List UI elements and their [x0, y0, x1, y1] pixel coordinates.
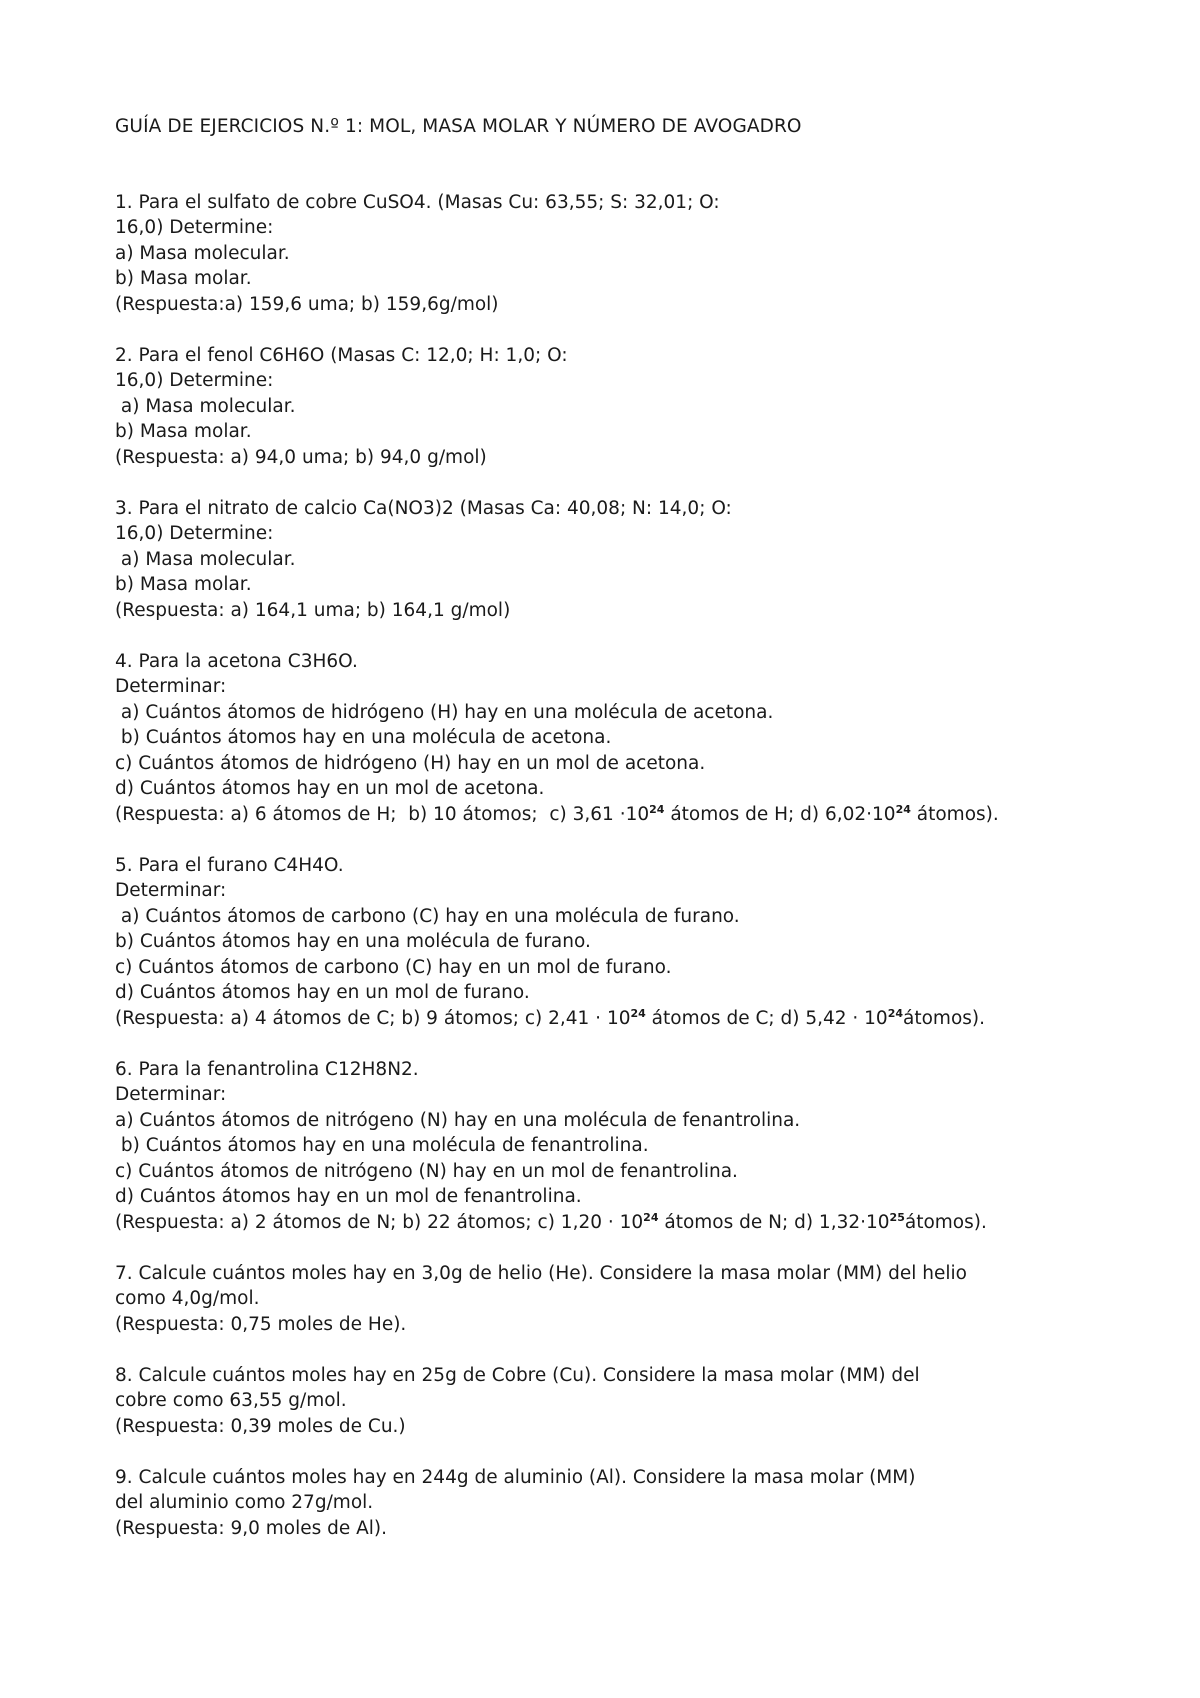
exercise-answer: (Respuesta:a) 159,6 uma; b) 159,6g/mol): [115, 293, 499, 315]
exercise-8: [115, 1363, 1135, 1440]
exponent: 24: [643, 1210, 659, 1224]
exercise-4: [115, 649, 1135, 828]
exercise-line: b) Cuántos átomos hay en una molécula de acetona.: [115, 727, 612, 748]
exercise-answer: (Respuesta: a) 94,0 uma; b) 94,0 g/mol): [115, 446, 487, 468]
exercise-line: a) Cuántos átomos de carbono (C) hay en una molécula de furano.: [115, 905, 740, 927]
exercise-line: 7. Calcule cuántos moles hay en 3,0g de helio (He). Considere la masa molar (MM) del helio: [115, 1262, 967, 1284]
exercise-answer: (Respuesta: 9,0 moles de Al).: [115, 1517, 388, 1539]
exponent: 25: [889, 1210, 905, 1224]
exercise-line: a) Masa molecular.: [115, 395, 296, 417]
exercise-line: 1. Para el sulfato de cobre CuSO4. (Masas Cu: 63,55; S: 32,01; O:: [115, 191, 720, 213]
exercise-1: [115, 190, 1135, 318]
exercise-line: 8. Calcule cuántos moles hay en 25g de Cobre (Cu). Considere la masa molar (MM) del: [115, 1364, 920, 1386]
exercise-line: a) Cuántos átomos de hidrógeno (H) hay en una molécula de acetona.: [115, 701, 774, 723]
exercise-line: 9. Calcule cuántos moles hay en 244g de aluminio (Al). Considere la masa molar (MM): [115, 1466, 916, 1488]
answer-text: (Respuesta: a) 2 átomos de N; b) 22 átomos; c) 1,20 · 10: [115, 1211, 644, 1233]
exercise-line: cobre como 63,55 g/mol.: [115, 1390, 347, 1411]
exponent: 24: [887, 1006, 904, 1020]
exercise-line: Determinar:: [115, 676, 227, 697]
exercise-line: a) Cuántos átomos de nitrógeno (N) hay en una molécula de fenantrolina.: [115, 1109, 801, 1131]
answer-text: (Respuesta: a) 4 átomos de C; b) 9 átomos; c) 2,41 · 10: [115, 1007, 631, 1029]
exercise-line: b) Masa molar.: [115, 421, 252, 442]
exponent: 24: [630, 1006, 646, 1020]
exercise-answer: (Respuesta: 0,39 moles de Cu.): [115, 1415, 406, 1437]
exercise-line: como 4,0g/mol.: [115, 1288, 260, 1309]
answer-text: átomos de C; d) 5,42 · 10: [645, 1007, 888, 1029]
exponent: 24: [895, 802, 911, 816]
exercise-line: 4. Para la acetona C3H6O.: [115, 650, 358, 672]
exponent: 24: [649, 802, 665, 816]
exercise-answer: (Respuesta: a) 164,1 uma; b) 164,1 g/mol): [115, 599, 511, 621]
answer-text: átomos).: [903, 1007, 986, 1029]
exercise-line: b) Masa molar.: [115, 574, 252, 595]
exercise-answer: [115, 1210, 1135, 1236]
exercise-line: b) Cuántos átomos hay en una molécula de furano.: [115, 931, 591, 952]
exercise-6: [115, 1057, 1135, 1236]
exercise-5: [115, 853, 1135, 1032]
exercise-line: a) Masa molecular.: [115, 548, 296, 570]
exercise-line: 16,0) Determine:: [115, 370, 274, 391]
exercise-line: Determinar:: [115, 880, 227, 901]
exercise-2: [115, 343, 1135, 471]
answer-text: átomos).: [910, 803, 999, 825]
exercise-line: d) Cuántos átomos hay en un mol de fenantrolina.: [115, 1186, 582, 1207]
exercise-line: Determinar:: [115, 1084, 227, 1105]
exercise-line: d) Cuántos átomos hay en un mol de acetona.: [115, 778, 545, 799]
exercise-line: c) Cuántos átomos de nitrógeno (N) hay en un mol de fenantrolina.: [115, 1160, 738, 1182]
answer-text: átomos de H; d) 6,02·10: [664, 803, 896, 825]
answer-text: (Respuesta: a) 6 átomos de H; b) 10 átomos; c) 3,61 ·10: [115, 803, 650, 825]
exercise-9: [115, 1465, 1135, 1542]
exercise-line: 3. Para el nitrato de calcio Ca(NO3)2 (Masas Ca: 40,08; N: 14,0; O:: [115, 497, 732, 519]
exercise-line: 16,0) Determine:: [115, 217, 274, 238]
exercise-line: b) Cuántos átomos hay en una molécula de fenantrolina.: [115, 1135, 649, 1156]
document-title: GUÍA DE EJERCICIOS N.º 1: MOL, MASA MOLAR Y NÚMERO DE AVOGADRO: [115, 116, 802, 137]
exercise-7: [115, 1261, 1135, 1338]
exercise-line: del aluminio como 27g/mol.: [115, 1492, 374, 1513]
exercise-answer: [115, 802, 1135, 828]
exercise-line: 16,0) Determine:: [115, 523, 274, 544]
exercise-line: c) Cuántos átomos de carbono (C) hay en un mol de furano.: [115, 956, 672, 978]
exercise-line: d) Cuántos átomos hay en un mol de furano.: [115, 982, 530, 1003]
exercise-3: [115, 496, 1135, 624]
document-page: [115, 114, 1135, 1567]
exercise-line: a) Masa molecular.: [115, 242, 290, 264]
exercise-answer: [115, 1006, 1135, 1032]
exercise-line: 6. Para la fenantrolina C12H8N2.: [115, 1058, 419, 1080]
exercise-line: 5. Para el furano C4H4O.: [115, 854, 344, 876]
exercise-answer: (Respuesta: 0,75 moles de He).: [115, 1313, 407, 1335]
answer-text: átomos de N; d) 1,32·10: [658, 1211, 890, 1233]
exercise-line: b) Masa molar.: [115, 268, 252, 289]
exercise-line: c) Cuántos átomos de hidrógeno (H) hay en un mol de acetona.: [115, 752, 706, 774]
exercise-line: 2. Para el fenol C6H6O (Masas C: 12,0; H: 1,0; O:: [115, 344, 568, 366]
answer-text: átomos).: [904, 1211, 987, 1233]
